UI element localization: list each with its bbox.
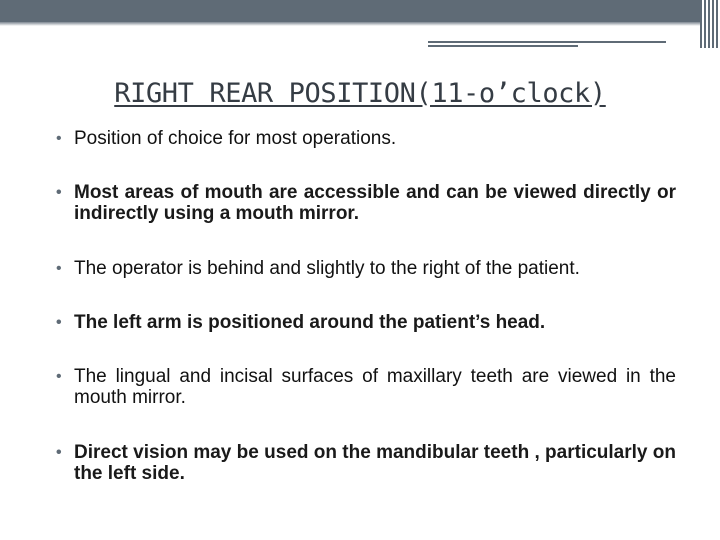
header-band-shade <box>0 22 700 26</box>
accent-line <box>428 41 666 43</box>
bullet-text: The lingual and incisal surfaces of maxillary teeth are viewed in the mouth mirror. <box>74 366 676 408</box>
bullet-item <box>56 366 676 408</box>
bullet-item <box>56 258 676 279</box>
bullet-dot-icon: • <box>56 444 62 461</box>
bullet-dot-icon: • <box>56 260 62 277</box>
bullet-text: Direct vision may be used on the mandibular teeth , particularly on the left side. <box>74 442 676 484</box>
bullet-dot-icon: • <box>56 368 62 385</box>
bullet-item <box>56 182 676 224</box>
bullet-item <box>56 312 676 333</box>
bullet-text: The left arm is positioned around the patient’s head. <box>74 312 546 333</box>
bullet-text: The operator is behind and slightly to the right of the patient. <box>74 258 580 279</box>
bullet-text: Most areas of mouth are accessible and can be viewed directly or indirectly using a mouth mirror. <box>74 182 676 224</box>
accent-line-short <box>428 45 578 47</box>
corner-stripes <box>700 0 720 48</box>
bullet-dot-icon: • <box>56 184 62 201</box>
bullet-dot-icon: • <box>56 130 62 147</box>
header-band <box>0 0 700 22</box>
bullet-text: Position of choice for most operations. <box>74 128 397 149</box>
bullet-item <box>56 128 676 149</box>
bullet-list <box>56 128 676 484</box>
slide-title: RIGHT REAR POSITION(11-o’clock) <box>114 78 606 109</box>
bullet-item <box>56 442 676 484</box>
bullet-dot-icon: • <box>56 314 62 331</box>
